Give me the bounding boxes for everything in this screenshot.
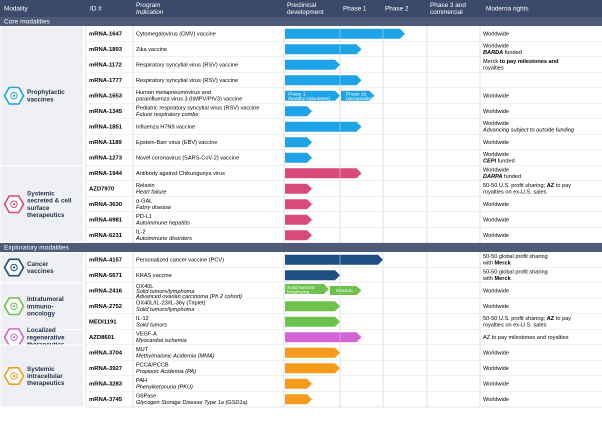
program-indication: Heart failure — [136, 189, 167, 196]
program-name: Influenza H7N9 vaccine — [136, 124, 196, 131]
modality-label: regenerative — [27, 334, 65, 342]
rights-text: Worldwide — [483, 152, 510, 159]
modality-label: intracellular — [27, 373, 63, 380]
rights-text: Worldwide — [483, 381, 510, 388]
program-id: mRNA-3704 — [89, 350, 123, 357]
modality-label: vaccines — [27, 268, 54, 276]
program-row — [89, 78, 238, 84]
person-icon — [5, 196, 24, 213]
program-indication: Solid tumors/lymphoma — [136, 306, 195, 313]
program-name: Antibody against Chikungunya virus — [136, 171, 225, 177]
program-name: Epstein-Barr virus (EBV) vaccine — [136, 140, 218, 146]
program-name: Personalized cancer vaccine (PCV) — [136, 257, 224, 264]
progress-bar-mRNA-1647 — [285, 29, 405, 39]
program-id: mRNA-1189 — [89, 140, 122, 146]
progress-bar-mRNA-1273 — [285, 153, 312, 163]
program-id: mRNA-3630 — [89, 202, 123, 208]
program-name: IL-2 — [136, 229, 146, 236]
program-id: mRNA-1653 — [89, 93, 123, 100]
section-band-label: Exploratory modalities — [4, 244, 69, 252]
header-row — [0, 0, 602, 17]
header-id: ID # — [90, 5, 102, 13]
header-phase2: Phase 2 — [385, 5, 409, 13]
bar-label: Solid tumors/ — [287, 285, 315, 291]
rights-text: Worldwide — [483, 233, 510, 239]
program-name: Respiratory syncytial virus (RSV) vaccine — [136, 62, 239, 69]
progress-bar-mRNA-6981 — [285, 215, 312, 225]
rights-text: Worldwide — [483, 304, 510, 310]
modality-cancer — [0, 252, 84, 283]
program-id: MEDI1191 — [89, 319, 117, 326]
program-name: MUT — [136, 347, 149, 354]
progress-bar-mRNA-3283 — [285, 379, 312, 389]
progress-bar-mRNA-1189 — [285, 137, 312, 147]
program-indication: Fabry disease — [136, 204, 172, 211]
program-id: mRNA-1345 — [89, 109, 123, 115]
rights-text: Worldwide — [483, 43, 510, 50]
program-id: mRNA-2416 — [89, 288, 123, 295]
program-indication: Propionic Acidemia (PA) — [136, 368, 196, 375]
progress-bar-mRNA-3704 — [285, 348, 340, 358]
bar-label: (seropositives) — [346, 97, 378, 103]
modality-label: immuno- — [27, 303, 54, 311]
header-preclinical-1: Preclinical — [287, 2, 317, 9]
modality-label: vaccines — [27, 96, 54, 104]
rights-text: Worldwide — [483, 31, 510, 38]
program-indication: Autoimmune disorders — [136, 235, 192, 242]
program-id: mRNA-1647 — [89, 31, 123, 38]
program-indication: Future respiratory combo — [136, 111, 199, 118]
rights-text: Worldwide — [483, 140, 510, 146]
rights-text: Worldwide — [483, 109, 510, 115]
progress-bar-AZD7970 — [285, 184, 312, 194]
rights-text: Merck to pay milestones and — [483, 59, 559, 66]
syringe-icon — [5, 88, 24, 105]
program-name: Cytomegalovirus (CMV) vaccine — [136, 31, 216, 38]
program-name: OX40L — [136, 283, 154, 290]
modality-label: surface — [27, 204, 50, 212]
program-id: mRNA-3927 — [89, 366, 123, 372]
progress-bar-mRNA-1851 — [285, 122, 362, 132]
program-id: mRNA-1893 — [89, 47, 123, 53]
progress-bar-mRNA-1345 — [285, 106, 312, 116]
bar-label: (healthy volunteers) — [288, 97, 331, 103]
rights-text: Worldwide — [483, 93, 510, 100]
rights-text: Worldwide — [483, 217, 510, 224]
program-name: G6Pase — [136, 393, 157, 400]
program-id: mRNA-1851 — [89, 124, 123, 131]
modality-intratumoral — [0, 283, 84, 330]
rights-text: 50-50 U.S. profit sharing; AZ to pay — [483, 183, 572, 190]
program-indication-secondary: Advanced ovarian carcinoma (Ph 2 cohort) — [136, 294, 243, 300]
tumor-icon — [5, 298, 24, 315]
bar-label: Phase 1b — [346, 92, 367, 98]
program-name: Pediatric respiratory syncytial virus (RSV) vaccine — [136, 105, 260, 112]
program-name: PCCA/PCCB — [136, 362, 169, 369]
program-indication: Solid tumors — [136, 322, 168, 329]
modality-label: Localized — [27, 327, 56, 335]
header-indication: Indication — [136, 9, 164, 16]
rights-text: Worldwide — [483, 397, 510, 403]
progress-bar-mRNA-3745 — [285, 394, 312, 404]
progress-bar-mRNA-1777 — [285, 75, 362, 85]
bar-label: Ovarian — [335, 289, 353, 295]
modality-systemic-intracellular — [0, 345, 84, 407]
program-indication: Myocardial ischemia — [136, 337, 187, 344]
progress-bar-mRNA-1944 — [285, 168, 362, 178]
program-indication: Glycogen Storage Disease Type 1a (GSD1a) — [136, 399, 248, 406]
program-name: Respiratory syncytial virus (RSV) vaccine — [136, 78, 239, 84]
modality-prophylactic — [0, 26, 84, 166]
rights-text: CEPI funded — [483, 158, 515, 165]
rights-text: royalties on ex-U.S. sales — [483, 189, 547, 196]
modality-label: Cancer — [27, 260, 49, 268]
rights-text: AZ to pay milestones and royalties — [483, 335, 569, 341]
header-phase1: Phase 1 — [343, 5, 367, 13]
program-id: AZD8601 — [89, 335, 115, 341]
program-id: mRNA-4157 — [89, 257, 123, 264]
modality-label: Systemic — [27, 365, 55, 373]
program-id: AZD7970 — [89, 186, 115, 193]
program-id: mRNA-2752 — [89, 304, 123, 310]
progress-bar-mRNA-3630 — [285, 199, 312, 209]
rights-text: Advancing subject to outside funding — [483, 127, 575, 134]
program-id: mRNA-6231 — [89, 233, 123, 239]
progress-bar-mRNA-3927 — [285, 363, 340, 373]
progress-bar-AZD8601 — [285, 332, 362, 342]
program-name: OX40L/IL-23/IL-36γ (Triplet) — [136, 300, 206, 307]
progress-bar-mRNA-1172 — [285, 60, 340, 70]
header-rights: Moderna rights — [486, 5, 529, 13]
progress-bar-mRNA-2752 — [285, 301, 340, 311]
program-name: Zika vaccine — [136, 47, 168, 53]
modality-label: therapeutics — [27, 212, 65, 220]
section-band-label: Core modalities — [4, 18, 50, 26]
header-modality: Modality — [4, 5, 28, 13]
program-id: mRNA-3283 — [89, 381, 123, 388]
rights-text: Worldwide — [483, 167, 510, 174]
section-band — [0, 17, 602, 26]
rights-text: Worldwide — [483, 366, 510, 372]
progress-bar-MEDI1191 — [285, 317, 340, 327]
program-indication: parainfluenza virus 3 (hMPV/PIV3) vaccine — [136, 96, 243, 103]
header-phase3-2: commercial — [430, 9, 463, 16]
header-program: Program — [136, 2, 161, 9]
program-name: VEGF-A — [136, 331, 157, 338]
rights-text: with Merck — [483, 276, 511, 283]
progress-bar-mRNA-6231 — [285, 230, 312, 240]
bar-label: lymphoma — [287, 290, 310, 296]
program-id: mRNA-1944 — [89, 171, 123, 177]
program-name: Human metapneumovirus and — [136, 90, 211, 97]
program-name: KRAS vaccine — [136, 273, 172, 279]
rights-text: with Merck — [483, 260, 511, 267]
progress-bar-mRNA-5671 — [285, 270, 340, 280]
program-id: mRNA-1273 — [89, 155, 123, 162]
program-indication: Solid tumors/lymphoma — [136, 288, 195, 295]
rights-text: Worldwide — [483, 202, 510, 208]
modality-label: Intratumoral — [27, 296, 64, 304]
rights-text: Worldwide — [483, 350, 510, 357]
program-indication: Autoimmune hepatitis — [136, 220, 190, 227]
modality-label: secreted & cell — [27, 197, 72, 205]
program-id: mRNA-1172 — [89, 62, 122, 69]
program-name: α-GAL — [136, 198, 153, 205]
modality-label: Systemic — [27, 190, 55, 198]
cell-icon — [5, 368, 24, 384]
rights-text: royalties on ex-U.S. sales — [483, 322, 547, 329]
rights-text: Worldwide — [483, 288, 510, 295]
modality-systemic-secreted — [0, 166, 84, 244]
program-id: mRNA-5671 — [89, 273, 123, 279]
program-id: mRNA-1777 — [89, 78, 123, 84]
rights-text: 50-50 global profit sharing — [483, 254, 548, 261]
program-id: mRNA-6981 — [89, 217, 123, 224]
progress-bar-mRNA-1893 — [285, 44, 362, 54]
modality-label: Prophylactic — [27, 89, 65, 97]
program-indication: Phenylketonuria (PKU) — [136, 384, 193, 391]
header-phase3-1: Phase 3 and — [430, 2, 466, 9]
rights-text: DARPA funded — [483, 174, 522, 181]
program-name: Relaxin — [136, 183, 155, 190]
program-name: IL-12 — [136, 316, 149, 323]
modality-label: therapeutics — [27, 380, 65, 388]
modality-label: oncology — [27, 310, 55, 318]
progress-bar-mRNA-4157 — [285, 255, 383, 265]
modality-cells — [0, 26, 84, 407]
header-preclinical-2: development — [287, 9, 324, 16]
program-id: mRNA-3745 — [89, 397, 123, 403]
heart-icon — [5, 329, 24, 346]
cancer-cell-icon — [5, 259, 24, 275]
program-indication: Methylmalonic Acidemia (MMA) — [136, 353, 215, 360]
rights-text: BARDA funded — [483, 50, 522, 57]
bar-label: Phase 1 — [288, 92, 306, 98]
program-name: PAH — [136, 378, 148, 385]
rights-text: royalties — [483, 65, 504, 72]
rights-text: 50-50 global profit sharing — [483, 269, 548, 276]
rights-text: Worldwide — [483, 121, 510, 128]
rights-text: 50-50 U.S. profit sharing; AZ to pay — [483, 316, 572, 323]
section-band — [0, 243, 602, 252]
program-name: PD-L1 — [136, 214, 152, 221]
program-name: Novel coronavirus (SARS-CoV-2) vaccine — [136, 155, 240, 162]
